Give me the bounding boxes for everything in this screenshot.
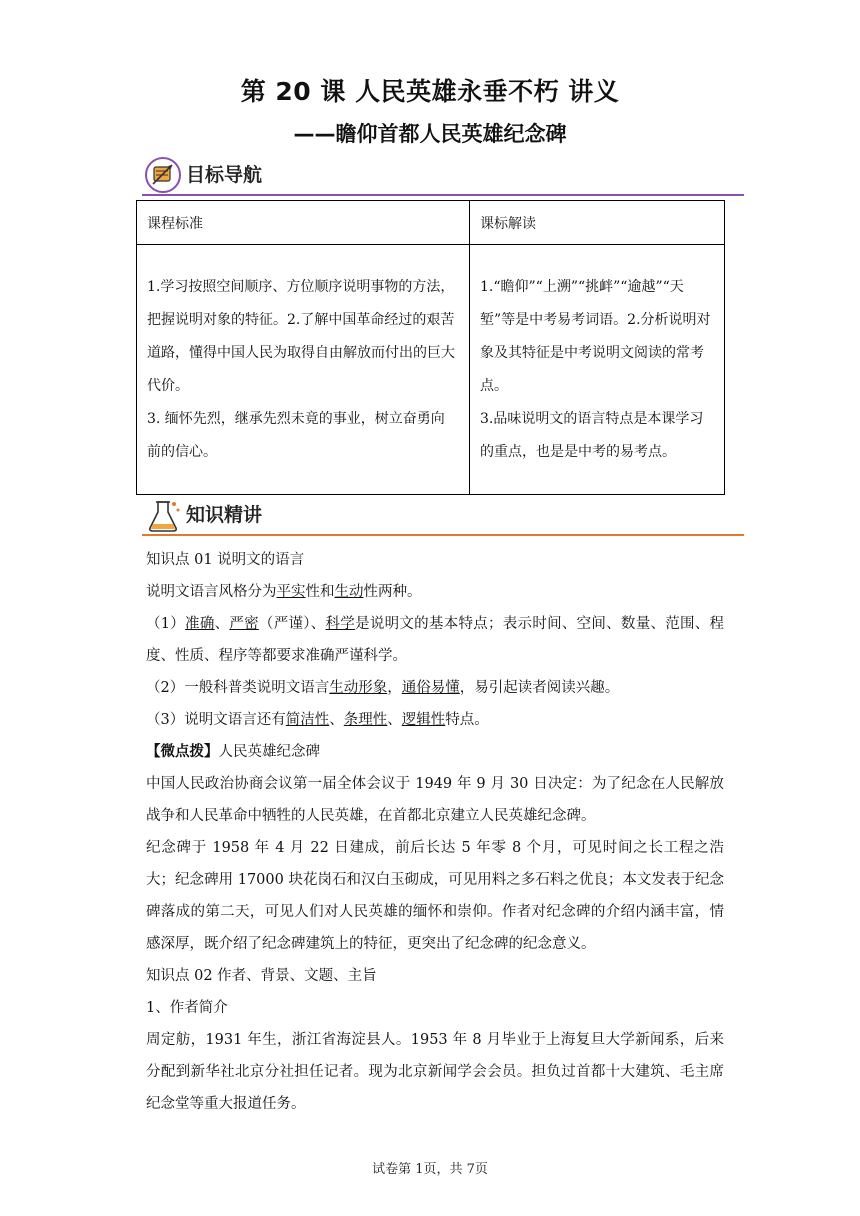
knowledge-point-1-item-3 (146, 704, 724, 736)
text-span: 性两种。 (363, 584, 422, 600)
tip-paragraph-1: 中国人民政治协商会议第一届全体会议于 1949 年 9 月 30 日决定：为了纪念在人民解放战争和人民革命中牺牲的人民英雄，在首都北京建立人民英雄纪念碑。 (146, 776, 724, 824)
underlined-term: 生动 (334, 584, 364, 600)
underlined-term: 通俗易懂 (401, 680, 460, 696)
underlined-term: 简洁性 (285, 712, 330, 728)
section-label-knowledge: 知识精讲 (186, 504, 263, 526)
page-subtitle: ——瞻仰首都人民英雄纪念碑 (293, 122, 567, 146)
text-span: 说明文语言风格分为 (146, 584, 277, 600)
text-span: 、 (387, 712, 402, 728)
tip-label: 【微点拨】 (146, 743, 219, 760)
tip-heading (146, 736, 724, 768)
page-title: 第 20 课 人民英雄永垂不朽 讲义 (240, 77, 620, 106)
text-span: （3）说明文语言还有 (146, 712, 286, 728)
text-span: 性和 (305, 584, 335, 600)
knowledge-point-1-item-1 (146, 608, 724, 672)
underlined-term: 条理性 (343, 712, 388, 728)
table-header-standard: 课程标准 (137, 201, 470, 245)
knowledge-point-1-intro (146, 576, 724, 608)
section-label-goals: 目标导航 (186, 164, 263, 186)
text-span: ， (387, 680, 402, 696)
table-header-reading: 课标解读 (470, 201, 725, 245)
text-span: （1） (146, 616, 186, 632)
body-content (146, 544, 724, 1120)
text-span: 特点。 (445, 712, 489, 728)
flask-icon (144, 496, 182, 534)
page-footer: 试卷第 1页，共 7页 (372, 1162, 488, 1177)
underlined-term: 严密 (229, 616, 259, 632)
underlined-term: 平实 (276, 584, 306, 600)
text-span: ，易引起读者阅读兴趣。 (459, 680, 620, 696)
underlined-term: 科学 (325, 616, 356, 632)
tip-paragraph-2: 纪念碑于 1958 年 4 月 22 日建成，前后长达 5 年零 8 个月，可见时间之长工程之浩大；纪念碑用 17000 块花岗石和汉白玉砌成，可见用料之多石料之优良；本文发表于纪念碑落成的第二天，可见人们对人民英雄的缅怀和崇仰。作者对纪念碑的介绍内涵丰富，情感深厚，既介绍了纪念碑建筑上的特征，更突出了纪念碑的纪念意义。 (146, 840, 724, 952)
underlined-term: 生动形象 (329, 680, 388, 696)
section-banner-goals (142, 156, 744, 196)
table-cell-standard (137, 245, 470, 495)
standard-text: 1.学习按照空间顺序、方位顺序说明事物的方法，把握说明对象的特征。2.了解中国革命经过的艰苦道路，懂得中国人民为取得自由解放而付出的巨大代价。 3. 缅怀先烈，继承先烈未竟的事业，树立奋勇向前的信心。 (147, 278, 455, 460)
section-divider-knowledge (142, 534, 744, 536)
text-span: （2）一般科普类说明文语言 (146, 680, 330, 696)
underlined-term: 准确 (185, 616, 215, 632)
author-paragraph: 周定舫，1931 年生，浙江省海淀县人。1953 年 8 月毕业于上海复旦大学新闻系，后来分配到新华社北京分社担任记者。现为北京新闻学会会员。担负过首都十大建筑、毛主席纪念堂等重大报道任务。 (146, 1032, 724, 1112)
table-row (137, 245, 725, 495)
underlined-term: 逻辑性 (401, 712, 446, 728)
target-icon (144, 156, 182, 194)
section-divider-goals (142, 194, 744, 196)
tip-title: 人民英雄纪念碑 (218, 744, 320, 760)
knowledge-point-1-item-2 (146, 672, 724, 704)
table-header-row (137, 201, 725, 245)
section-banner-knowledge (142, 496, 744, 536)
text-span: （严谨）、 (258, 616, 326, 632)
standards-table (136, 200, 725, 495)
table-cell-reading (470, 245, 725, 495)
text-span: 、 (329, 712, 344, 728)
reading-text: 1.“瞻仰”“上溯”“挑衅”“逾越”“天堑”等是中考易考词语。2.分析说明对象及其特征是中考说明文阅读的常考点。 3.品味说明文的语言特点是本课学习的重点，也是是中考的易考点。 (480, 278, 711, 460)
knowledge-point-1-title: 知识点 01 说明文的语言 (146, 552, 305, 568)
author-heading: 1、作者简介 (146, 1000, 228, 1016)
text-span: 是说明文的基本特点；表示时间、空间、数量、范围、程度、性质、程序等都要求准确严谨科学。 (146, 616, 725, 664)
text-span: 、 (214, 616, 230, 632)
knowledge-point-2-title: 知识点 02 作者、背景、文题、主旨 (146, 968, 377, 984)
